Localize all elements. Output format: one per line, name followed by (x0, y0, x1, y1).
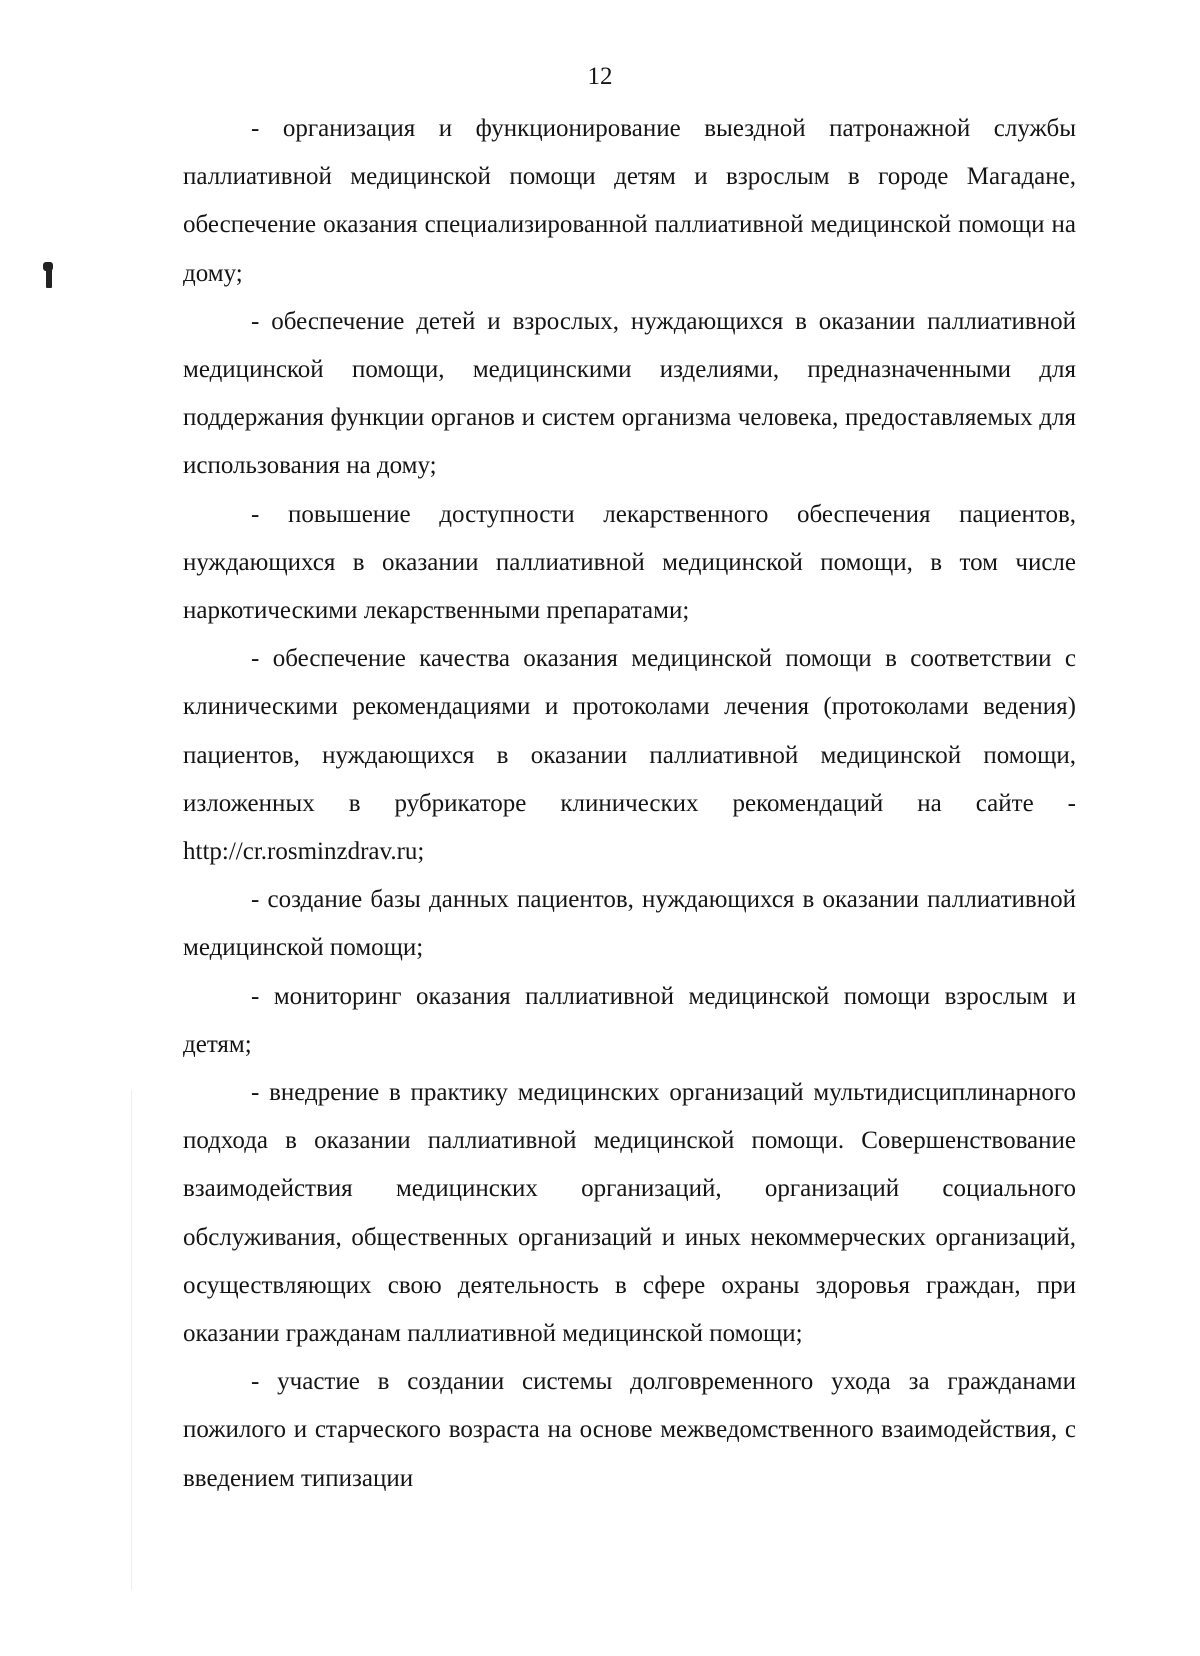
paragraph-patronage-service: - организация и функционирование выездной патронажной службы паллиативной медицинской помощи детям и взрослым в городе Магадане, обеспечение оказания специализированной паллиативной медицинской помощи на дому; (183, 115, 1076, 287)
document-body (183, 105, 1076, 1503)
paragraph-long-term-care: - участие в создании системы долговременного ухода за гражданами пожилого и старческого возраста на основе межведомственного взаимодействия, с введением типизации (183, 1368, 1076, 1492)
paragraph-multidisciplinary-approach: - внедрение в практику медицинских организаций мультидисциплинарного подхода в оказании паллиативной медицинской помощи. Совершенствование взаимодействия медицинских организаций, организаций социального обслуживания, общественных организаций и иных некоммерческих организаций, осуществляющих свою деятельность в сфере охраны здоровья граждан, при оказании гражданам паллиативной медицинской помощи; (183, 1079, 1076, 1348)
page-number: 12 (587, 63, 613, 90)
paragraph-patient-database: - создание базы данных пациентов, нуждающихся в оказании паллиативной медицинской помощи; (183, 886, 1076, 962)
paragraph-medical-devices: - обеспечение детей и взрослых, нуждающихся в оказании паллиативной медицинской помощи, медицинскими изделиями, предназначенными для поддержания функции органов и систем организма человека, предоставляемых для использования на дому; (183, 307, 1076, 480)
scan-artifact-mark (46, 262, 52, 288)
paragraph-monitoring: - мониторинг оказания паллиативной медицинской помощи взрослым и детям; (183, 982, 1076, 1058)
paragraph-quality-assurance: - обеспечение качества оказания медицинской помощи в соответствии с клиническими рекомендациями и протоколами лечения (протоколами ведения) пациентов, нуждающихся в оказании паллиативной медицинской помощи, изложенных в рубрикаторе клинических рекомендаций на сайте -http://cr.rosminzdrav.ru; (183, 645, 1076, 866)
paragraph-drug-availability: - повышение доступности лекарственного обеспечения пациентов, нуждающихся в оказании паллиативной медицинской помощи, в том числе наркотическими лекарственными препаратами; (183, 500, 1076, 625)
scan-artifact-line (131, 1090, 132, 1590)
